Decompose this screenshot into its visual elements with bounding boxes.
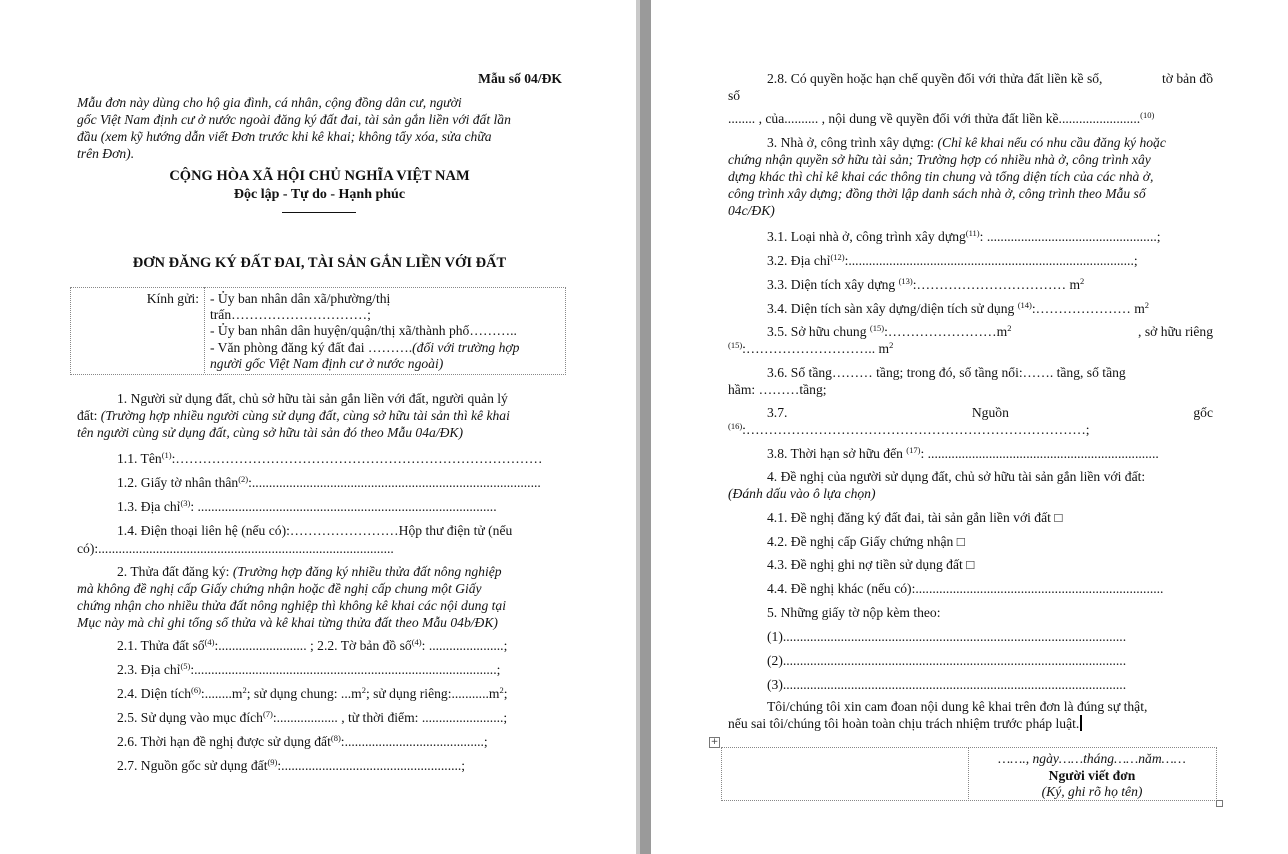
note-ref-4a: (4)	[204, 637, 215, 647]
option-ghi-no[interactable]	[767, 556, 974, 573]
note-ref-4b: (4)	[411, 637, 422, 647]
recipient-line-5: người gốc Việt Nam định cư ở nước ngoài)	[210, 356, 444, 371]
intro-text-1: Mẫu đơn này dùng cho hộ gia đình, cá nhân, cộng đồng dân cư, người	[77, 95, 462, 110]
s1-lead-2	[77, 407, 562, 424]
note-ref-3: (3)	[180, 498, 191, 508]
field-thoi-han-label: 2.6. Thời hạn đề nghị được sử dụng đất	[117, 734, 331, 749]
motto-heading: Độc lập - Tự do - Hạnh phúc	[233, 187, 406, 202]
recipient-line-4	[210, 339, 519, 356]
note-ref-7: (7)	[262, 709, 273, 719]
form-title: ĐƠN ĐĂNG KÝ ĐẤT ĐAI, TÀI SẢN GẮN LIỀN VỚI ĐẤT	[132, 255, 507, 271]
s2-lead-b: (Trường hợp đăng ký nhiều thửa đất nông nghiệp	[229, 564, 502, 579]
field-giay-to	[117, 474, 541, 491]
field-dien-tich-label: 2.4. Diện tích	[117, 686, 191, 701]
sign-date[interactable]: ……., ngày……tháng……năm……	[998, 751, 1186, 766]
s1-lead-2a: đất:	[77, 408, 98, 423]
note-ref-5: (5)	[180, 661, 191, 671]
note-ref-6: (6)	[191, 685, 201, 695]
field-nguon-goc-blank[interactable]: :.....................................................;	[277, 758, 466, 773]
field-dien-thoai[interactable]: 1.4. Điện thoại liên hệ (nếu có):……………………Hộp thư điện tử (nếu	[117, 523, 513, 538]
s3-note-2: chứng nhận quyền sở hữu tài sản; Trường hợp có nhiều nhà ở, công trình xây	[728, 152, 1151, 167]
note-ref-11: (11)	[965, 228, 980, 238]
attachment-3[interactable]: (3).....................................................................................................	[767, 677, 1127, 692]
field-so-huu-rieng-label: , sở hữu riêng	[1138, 324, 1213, 339]
form-number: Mẫu số 04/ĐK	[478, 71, 562, 86]
field-dien-tich-xd[interactable]: 3.3. Diện tích xây dựng $^{(13)}$:…………………………… $m^2$	[767, 276, 1085, 292]
r28-line-3[interactable]	[728, 110, 1154, 127]
field-to-ban-do-label: 2.2. Tờ bản đồ số	[313, 638, 412, 653]
s4-note: (Đánh dấu vào ô lựa chọn)	[728, 486, 876, 501]
s1-lead-2b: (Trường hợp nhiều người cùng sử dụng đất, cùng sở hữu tài sản thì kê khai	[97, 408, 510, 423]
sign-note: (Ký, ghi rõ họ tên)	[1041, 784, 1143, 799]
nguon-goc-word-2: gốc	[1193, 405, 1213, 420]
note-ref-15b: (15)	[728, 340, 743, 350]
note-ref-2: (2)	[238, 474, 249, 484]
field-dien-tich-san[interactable]: 3.4. Diện tích sàn xây dựng/diện tích sử dụng $^{(14)}$:………………… $m^2$	[767, 300, 1150, 316]
field-so-huu-rieng-blank[interactable]: :……………………….. m	[742, 341, 890, 356]
field-giay-to-blank[interactable]: :.....................................................................................	[248, 475, 541, 490]
field-thoi-han-so-huu-blank[interactable]: : ....................................................................	[920, 446, 1159, 461]
republic-heading: CỘNG HÒA XÃ HỘI CHỦ NGHĨA VIỆT NAM	[169, 168, 470, 184]
intro-line-3: đầu (xem kỹ hướng dẫn viết Đơn trước khi kê khai; không tẩy xóa, sửa chữa	[77, 129, 492, 144]
field-nguon-goc-nha-blank[interactable]	[728, 421, 1090, 438]
field-ten	[117, 450, 542, 467]
field-dia-chi-dat-blank[interactable]: :.........................................................................................;	[190, 662, 501, 677]
field-dia-chi-label: 1.3. Địa chỉ	[117, 499, 181, 514]
field-thoi-han-so-huu-label: 3.8. Thời hạn sở hữu đến	[767, 446, 907, 461]
option-dang-ky[interactable]	[767, 509, 1063, 526]
note-ref-9: (9)	[267, 757, 278, 767]
intro-line-1	[77, 94, 562, 111]
field-dia-chi-dat-label: 2.3. Địa chỉ	[117, 662, 181, 677]
field-so-tang-ham[interactable]: hầm: ………tầng;	[728, 382, 827, 397]
field-dien-tich[interactable]: 2.4. Diện $tích^{(6)}:........m^2$; sử dụng chung: $...m^2$; sử dụng $riêng:...........m^2$;	[117, 685, 508, 701]
field-thua-dat-blank[interactable]: :.......................... ;	[214, 638, 314, 653]
recipient-line-3: - Ủy ban nhân dân huyện/quận/thị xã/thành phố………..	[210, 323, 517, 338]
attachment-2[interactable]: (2).....................................................................................................	[767, 653, 1127, 668]
s2-lead-2: mà không đề nghị cấp Giấy chứng nhận hoặc đề nghị cấp chung một Giấy	[77, 581, 482, 596]
field-so-huu-rieng[interactable]: $^{(15)}$:……………………….. $m^2$	[728, 340, 894, 356]
nguon-goc-num: 3.7.	[767, 405, 788, 420]
field-email-cont[interactable]: có):.......................................................................................	[77, 541, 394, 556]
commitment-line-2[interactable]	[728, 715, 1082, 732]
recipient-line-2: trấn…………………………;	[210, 307, 371, 322]
field-dien-tich-blank[interactable]: :........m	[200, 686, 243, 701]
note-ref-16: (16)	[728, 421, 743, 431]
s2-lead-4: Mục này mà chỉ ghi tổng số thửa và kê khai từng thửa đất theo Mẫu 04b/ĐK)	[77, 615, 498, 630]
r28-line-2: số	[728, 88, 741, 103]
note-ref-15a: (15)	[869, 323, 885, 333]
field-dien-tich-end: ;	[503, 686, 508, 701]
text-cursor	[1080, 715, 1082, 731]
field-so-huu-chung-blank[interactable]: :……………………m	[884, 324, 1008, 339]
field-to-ban-do-blank[interactable]: : ......................;	[421, 638, 508, 653]
field-dia-chi-nha[interactable]	[767, 252, 1138, 269]
checkbox-ghi-no[interactable]: □	[966, 557, 975, 572]
s4-lead: 4. Đề nghị của người sử dụng đất, chủ sở hữu tài sản gắn liền với đất:	[767, 469, 1146, 484]
field-so-tang[interactable]: 3.6. Số tầng……… tầng; trong đó, số tầng nổi:……. tầng, số tầng	[767, 365, 1126, 380]
field-dia-chi-blank[interactable]: : ........................................................................................	[190, 499, 497, 514]
note-ref-10: (10)	[1140, 110, 1155, 120]
field-thua-dat-label: 2.1. Thửa đất số	[117, 638, 205, 653]
field-so-huu-chung-label: 3.5. Sở hữu chung	[767, 324, 870, 339]
field-su-dung-chung[interactable]: ; sử dụng chung: ...m	[246, 686, 362, 701]
option-dang-ky-label: 4.1. Đề nghị đăng ký đất đai, tài sản gắn liền với đất	[767, 510, 1051, 525]
option-cap-gcn-label: 4.2. Đề nghị cấp Giấy chứng nhận	[767, 534, 954, 549]
field-dia-chi-dat[interactable]	[117, 661, 500, 678]
field-dia-chi-nha-label: 3.2. Địa chỉ	[767, 253, 831, 268]
field-su-dung-rieng[interactable]: ; sử dụng riêng:...........m	[365, 686, 500, 701]
s3-lead	[767, 134, 1213, 151]
field-loai-nha-blank[interactable]: : ..................................................;	[979, 229, 1161, 244]
note-ref-12: (12)	[830, 252, 845, 262]
field-dia-chi	[117, 498, 497, 515]
s3-note-4: công trình xây dựng; đồng thời lập danh sách nhà ở, công trình theo Mẫu số	[728, 186, 1146, 201]
field-dien-tich-xd-blank[interactable]: :…………………………… m	[912, 277, 1081, 292]
document-page-right	[651, 0, 1288, 854]
field-de-nghi-khac[interactable]: 4.4. Đề nghị khác (nếu có):.........................................................................	[767, 581, 1164, 596]
s1-lead: 1. Người sử dụng đất, chủ sở hữu tài sản gắn liền với đất, người quản lý	[117, 391, 508, 406]
note-ref-13: (13)	[898, 276, 913, 286]
field-giay-to-label: 1.2. Giấy tờ nhân thân	[117, 475, 239, 490]
table-resize-handle[interactable]	[1216, 800, 1223, 807]
field-dien-tich-san-blank[interactable]: :………………… m	[1031, 301, 1145, 316]
s2-lead	[117, 563, 562, 580]
s5-lead: 5. Những giấy tờ nộp kèm theo:	[767, 605, 941, 620]
s2-lead-3: chứng nhận cho nhiều thửa đất nông nghiệp thì không kê khai các nội dung tại	[77, 598, 506, 613]
field-nguon-goc[interactable]	[117, 757, 465, 774]
field-dia-chi-nha-blank[interactable]: :....................................................................................;	[844, 253, 1138, 268]
attachment-1[interactable]: (1).....................................................................................................	[767, 629, 1127, 644]
note-ref-14: (14)	[1017, 300, 1032, 310]
field-thua-dat[interactable]	[117, 637, 507, 654]
recipient-office: - Văn phòng đăng ký đất đai ……….	[210, 340, 413, 355]
document-page-left	[0, 0, 636, 854]
field-muc-dich-blank[interactable]: :.................. , từ thời điểm: ........................;	[272, 710, 508, 725]
page-gutter	[636, 0, 651, 854]
recipient-line-1: - Ủy ban nhân dân xã/phường/thị	[210, 291, 391, 306]
sign-role: Người viết đơn	[1048, 768, 1136, 783]
r28-text-a: 2.8. Có quyền hoặc hạn chế quyền đối với thửa đất liền kề số,	[767, 71, 1103, 86]
field-thoi-han[interactable]	[117, 733, 488, 750]
table-move-handle-icon[interactable]: +	[710, 737, 719, 747]
motto-underline	[282, 212, 356, 213]
recipient-note-a: (đối với trường hợp	[412, 340, 520, 355]
kinh-gui-label: Kính gửi:	[146, 291, 199, 306]
commitment-line-1: Tôi/chúng tôi xin cam đoan nội dung kê khai trên đơn là đúng sự thật,	[767, 699, 1148, 714]
nguon-goc-nha-dots[interactable]: :…………………………………………………………………;	[742, 422, 1090, 437]
note-ref-8: (8)	[330, 733, 341, 743]
s3-lead-text: 3. Nhà ở, công trình xây dựng:	[767, 135, 938, 150]
s2-lead-a: 2. Thửa đất đăng ký:	[117, 564, 230, 579]
recipient-table-divider	[204, 287, 205, 373]
field-dien-tich-san-label: 3.4. Diện tích sàn xây dựng/diện tích sử dụng	[767, 301, 1018, 316]
s3-note-5: 04c/ĐK)	[728, 203, 775, 218]
intro-line-4: trên Đơn).	[77, 146, 135, 161]
r28-line-1	[767, 70, 1213, 87]
intro-line-2: gốc Việt Nam định cư ở nước ngoài đăng ký đất đai, tài sản gắn liền với đất lần	[77, 112, 511, 127]
gutter-edge	[636, 0, 640, 854]
option-ghi-no-label: 4.3. Đề nghị ghi nợ tiền sử dụng đất	[767, 557, 963, 572]
field-thoi-han-so-huu[interactable]	[767, 445, 1159, 462]
field-so-huu-chung[interactable]: 3.5. Sở hữu chung $^{(15)}:\dots\dots\dots\dots\dots\dots\dots\dots m^2$	[767, 323, 1012, 339]
field-muc-dich[interactable]	[117, 709, 507, 726]
commitment-text-2: nếu sai tôi/chúng tôi hoàn toàn chịu trách nhiệm trước pháp luật.	[728, 716, 1080, 731]
field-ten-blank[interactable]: :………………………………………………………………………	[171, 451, 543, 466]
option-cap-gcn[interactable]	[767, 533, 965, 550]
field-muc-dich-label: 2.5. Sử dụng vào mục đích	[117, 710, 263, 725]
s3-note-3: dựng khác thì chỉ kê khai các thông tin chung và tổng diện tích của các nhà ở,	[728, 169, 1154, 184]
checkbox-dang-ky[interactable]: □	[1054, 510, 1063, 525]
field-nguon-goc-nha	[767, 404, 1213, 421]
field-loai-nha[interactable]	[767, 228, 1161, 245]
s1-lead-3: tên người cùng sử dụng đất, cùng sở hữu tài sản đó theo Mẫu 04a/ĐK)	[77, 425, 464, 440]
field-nguon-goc-label: 2.7. Nguồn gốc sử dụng đất	[117, 758, 268, 773]
r28-blank[interactable]: ........ , của.......... , nội dung về quyền đối với thửa đất liền kề........................	[728, 111, 1141, 126]
note-ref-17: (17)	[906, 445, 921, 455]
r28-text-b: tờ bản đồ	[1162, 71, 1213, 86]
nguon-goc-word-1: Nguồn	[971, 405, 1009, 420]
s3-note-1: (Chỉ kê khai nếu có nhu cầu đăng ký hoặc	[937, 135, 1166, 150]
field-thoi-han-blank[interactable]: :.........................................;	[340, 734, 488, 749]
field-loai-nha-label: 3.1. Loại nhà ở, công trình xây dựng	[767, 229, 966, 244]
field-so-huu[interactable]	[767, 323, 1213, 340]
field-dien-tich-xd-label: 3.3. Diện tích xây dựng	[767, 277, 899, 292]
note-ref-1: (1)	[161, 450, 172, 460]
field-ten-label: 1.1. Tên	[117, 451, 162, 466]
checkbox-cap-gcn[interactable]: □	[956, 534, 965, 549]
